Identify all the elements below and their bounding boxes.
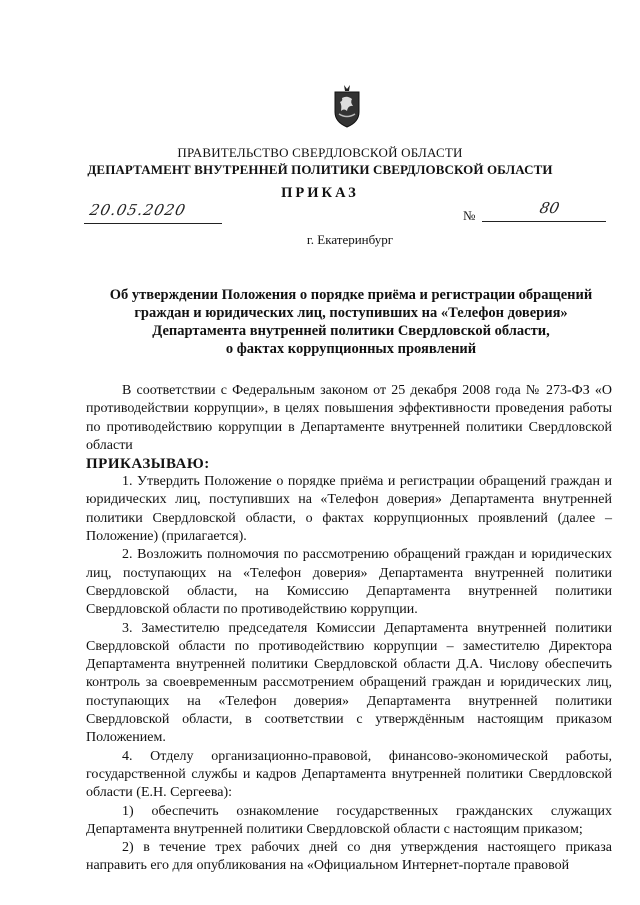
item-3-paragraph: 3. Заместителю председателя Комиссии Департамента внутренней политики Свердловской области по противодействию коррупции – заместителю Директора Департамента внутренней политики Свердловской области Д.А. Числову обеспечить контроль за своевременным рассмотрением обращений граждан и юридических лиц, поступающих на «Телефон доверия» Департамента внутренней политики Свердловской области, в соответствии с утверждённым настоящим приказом Положением.	[86, 620, 612, 746]
document-body	[86, 382, 612, 876]
title-line: граждан и юридических лиц, поступивших на «Телефон доверия»	[134, 305, 568, 321]
item-1-paragraph: 1. Утвердить Положение о порядке приёма и регистрации обращений граждан и юридических лиц, поступивших на «Телефон доверия» Департамента внутренней политики Свердловской области, о фактах коррупционных проявлений (далее – Положение) (прилагается).	[86, 474, 612, 545]
preamble-paragraph: В соответствии с Федеральным законом от 25 декабря 2008 года № 273-ФЗ «О противодействии коррупции», в целях повышения эффективности проведения работы по противодействию коррупции в Департаменте внутренней политики Свердловской области	[86, 383, 612, 453]
order-word: ПРИКАЗЫВАЮ:	[86, 456, 210, 473]
title-line: о фактах коррупционных проявлений	[225, 341, 477, 357]
document-type-title: ПРИКАЗ	[281, 185, 359, 201]
title-line: Об утверждении Положения о порядке приёма и регистрации обращений	[109, 287, 593, 303]
number-label: №	[463, 208, 476, 223]
city-line: г. Екатеринбург	[306, 232, 394, 247]
date-field	[84, 201, 222, 224]
item-4-paragraph: 4. Отделу организационно-правовой, финансово-экономической работы, государственной службы и кадров Департамента внутренней политики Свердловской области (Е.Н. Сергеева):	[86, 748, 612, 801]
government-name: ПРАВИТЕЛЬСТВО СВЕРДЛОВСКОЙ ОБЛАСТИ	[177, 145, 463, 160]
item-4-1-paragraph: 1) обеспечить ознакомление государственных гражданских служащих Департамента внутренней политики Свердловской области с настоящим приказом;	[86, 803, 612, 837]
number-field	[482, 199, 606, 222]
handwritten-date: 20.05.2020	[88, 201, 188, 219]
document-title	[90, 286, 612, 358]
item-2-paragraph: 2. Возложить полномочия по рассмотрению обращений граждан и юридических лиц, поступающих на «Телефон доверия» Департамента внутренней политики Свердловской области, на Комиссию Департамента внутренней политики Свердловской области по противодействию коррупции.	[86, 547, 612, 618]
coat-of-arms-emblem	[330, 84, 364, 128]
title-line: Департамента внутренней политики Свердловской области,	[152, 323, 550, 339]
handwritten-number: 80	[538, 199, 562, 217]
item-4-2-paragraph: 2) в течение трех рабочих дней со дня утверждения настоящего приказа направить его для опубликования на «Официальном Интернет-портале правовой	[86, 840, 612, 874]
department-name: ДЕПАРТАМЕНТ ВНУТРЕННЕЙ ПОЛИТИКИ СВЕРДЛОВСКОЙ ОБЛАСТИ	[87, 162, 553, 177]
